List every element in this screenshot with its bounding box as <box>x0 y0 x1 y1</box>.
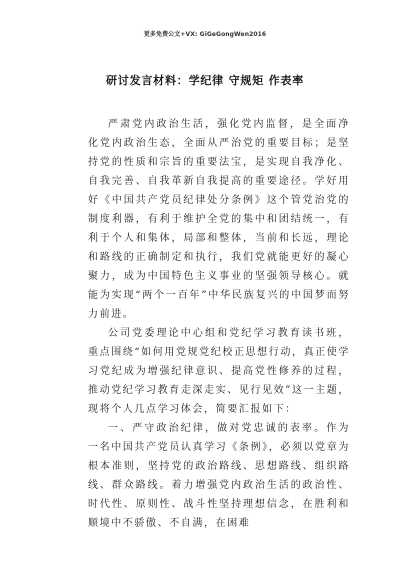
document-body <box>88 115 350 533</box>
header-note: 更多免费公文+VX: GiGeGongWen2016 <box>143 31 267 38</box>
paragraph-point-one: 一、严守政治纪律，做对党忠诚的表率。作为一名中国共产党员认真学习《条例》，必须以党章为根本准则，坚持党的政治路线、思想路线、组织路线、群众路线。着力增强党内政治生活的政治性、时代性、原则性、战斗性坚持理想信念，在胜利和顺境中不骄傲、不自满，在困难 <box>88 423 350 529</box>
paragraph-theme: 公司党委理论中心组和党纪学习教育读书班，重点围绕“如何用党规党纪校正思想行动，真正使学习党纪成为增强纪律意识、提高党性修养的过程，推动党纪学习教育走深走实、见行见效”这一主题，现将个人几点学习体会，简要汇报如下： <box>88 328 350 415</box>
paragraph-intro: 严肃党内政治生活，强化党内监督，是全面净化党内政治生态，全面从严治党的重要目标；是坚持党的性质和宗旨的重要法宝，是实现自我净化、自我完善、自我革新自我提高的重要途径。学好用好《中国共产党员纪律处分条例》这个管党治党的制度利器，有利于维护全党的集中和团结统一，有利于个人和集体，局部和整体，当前和长远，理论和路线的正确制定和执行，我们党就能更好的凝心聚力，成为中国特色主义事业的坚强领导核心。就能为实现“两个一百年”中华民族复兴的中国梦而努力前进。 <box>88 119 350 320</box>
document-title: 研讨发言材料：学纪律 守规矩 作表率 <box>105 74 305 87</box>
